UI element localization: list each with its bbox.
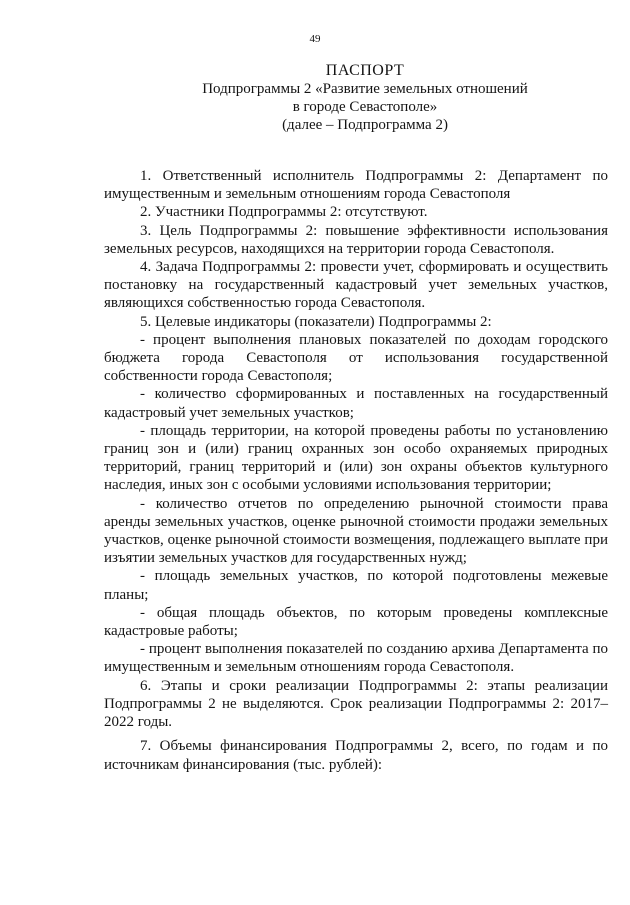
list-item-indicator-budget: - процент выполнения плановых показателей по доходам городского бюджета города Севастополя от использования государственной собственности города Севастополя; bbox=[104, 331, 608, 385]
subprogram-title-line-1: Подпрограммы 2 «Развитие земельных отношений bbox=[202, 81, 528, 97]
list-item-indicator-zone-area: - площадь территории, на которой проведены работы по установлению границ зон и (или) границ охранных зон особо охраняемых природных территорий, границ территорий и (или) зон охраны объектов культурного наследия, иных зон с особыми условиями использования территории; bbox=[104, 422, 608, 494]
list-item-indicator-cadastral-works: - общая площадь объектов, по которым проведены комплексные кадастровые работы; bbox=[104, 604, 608, 640]
list-item-indicator-boundary-plans: - площадь земельных участков, по которой подготовлены межевые планы; bbox=[104, 568, 608, 603]
page-number: 49 bbox=[309, 33, 321, 45]
paragraph-stages-terms: 6. Этапы и сроки реализации Подпрограммы 2: этапы реализации Подпрограммы 2 не выделяются. Срок реализации Подпрограммы 2: 2017–2022 годы. bbox=[104, 677, 608, 731]
subprogram-title-line-2: в городе Севастополе» bbox=[292, 99, 438, 115]
list-item-indicator-valuation-reports: - количество отчетов по определению рыночной стоимости права аренды земельных участков, оценке рыночной стоимости продажи земельных участков, оценке рыночной стоимости возмещения, подлежащего выплате при изъятии земельных участков для государственных нужд; bbox=[104, 495, 608, 567]
paragraph-indicators-heading: 5. Целевые индикаторы (показатели) Подпрограммы 2: bbox=[140, 313, 492, 330]
paragraph-goal: 3. Цель Подпрограммы 2: повышение эффективности использования земельных ресурсов, находящихся на территории города Севастополя. bbox=[104, 222, 608, 257]
document-body bbox=[104, 167, 608, 774]
paragraph-responsible-executor: 1. Ответственный исполнитель Подпрограммы 2: Департамент по имущественным и земельным отношениям города Севастополя bbox=[104, 168, 608, 203]
subprogram-title-line-3: (далее – Подпрограмма 2) bbox=[282, 117, 448, 133]
list-item-indicator-land-count: - количество сформированных и поставленных на государственный кадастровый учет земельных участков; bbox=[104, 386, 608, 421]
paragraph-task: 4. Задача Подпрограммы 2: провести учет, сформировать и осуществить постановку на государственный кадастровый учет земельных участков, являющихся собственностью города Севастополя. bbox=[104, 259, 608, 312]
passport-heading: ПАСПОРТ bbox=[325, 62, 405, 79]
passport-title-block bbox=[100, 62, 630, 134]
paragraph-financing: 7. Объемы финансирования Подпрограммы 2, всего, по годам и по источникам финансирования (тыс. рублей): bbox=[104, 738, 608, 773]
list-item-indicator-archive: - процент выполнения показателей по созданию архива Департамента по имущественным и земельным отношениям города Севастополя. bbox=[104, 641, 608, 676]
paragraph-participants: 2. Участники Подпрограммы 2: отсутствуют. bbox=[140, 204, 428, 221]
